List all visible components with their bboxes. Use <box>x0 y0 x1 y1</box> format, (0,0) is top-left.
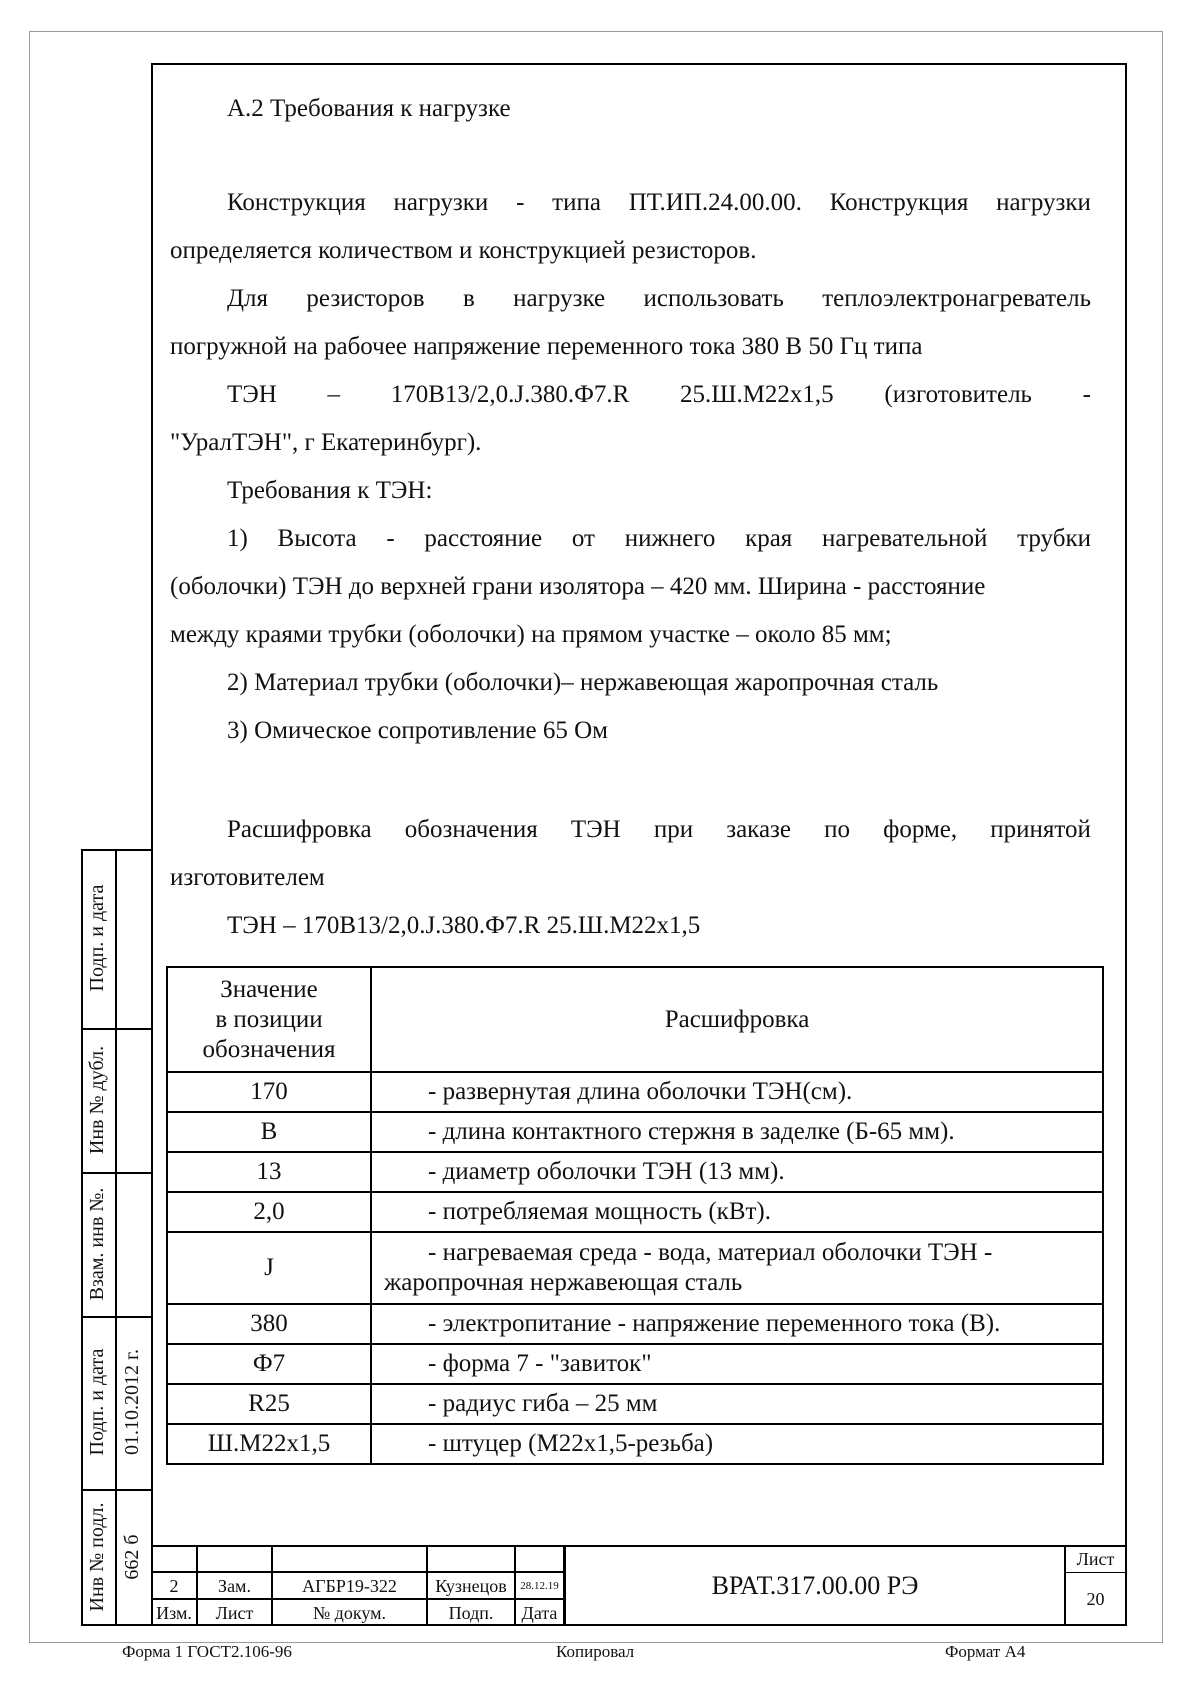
header-value-position <box>167 967 371 1072</box>
word: нагрузке <box>513 285 606 312</box>
value-cell: 13 <box>167 1152 371 1192</box>
tb-r1-c4 <box>427 1545 515 1572</box>
word: края <box>745 525 793 552</box>
word: расстояние <box>424 525 543 552</box>
sheet-number: 20 <box>1086 1589 1105 1609</box>
side-label-inv-podl: Инв № подл. <box>86 1502 108 1612</box>
word: 170В13/2,0.J.380.Ф7.R <box>390 381 630 408</box>
paragraph-2-line-1 <box>227 275 1091 323</box>
word: трубки <box>1017 525 1091 552</box>
footer-form: Форма 1 ГОСТ2.106-96 <box>122 1642 292 1661</box>
paragraph-1-line-1 <box>227 179 1091 227</box>
value-cell: Ш.М22х1,5 <box>167 1424 371 1464</box>
header-line-1: Значение <box>220 975 318 1003</box>
side-value-date: 01.10.2012 г. <box>121 1349 143 1455</box>
value-cell: 380 <box>167 1304 371 1344</box>
value-cell: В <box>167 1112 371 1152</box>
meaning-cell: - штуцер (М22х1,5-резьба) <box>371 1424 1103 1464</box>
value-cell: 170 <box>167 1072 371 1112</box>
tb-list-value: Зам. <box>197 1572 272 1599</box>
word: нагревательной <box>822 525 988 552</box>
table-row <box>167 1232 1103 1304</box>
footer-copied: Копировал <box>556 1642 635 1661</box>
value-cell: Ф7 <box>167 1344 371 1384</box>
paragraph-1-line-2: определяется количеством и конструкцией резисторов. <box>170 237 757 264</box>
side-label-podp-data-2: Подп. и дата <box>86 1348 108 1456</box>
tb-podp-value: Кузнецов <box>427 1572 515 1599</box>
document-designation: ВРАТ.317.00.00 РЭ <box>564 1545 1064 1626</box>
paragraph-5-line-2: (оболочки) ТЭН до верхней грани изолятора – 420 мм. Ширина - расстояние <box>170 573 986 600</box>
word: заказе <box>726 816 792 843</box>
paragraph-7: 3) Омическое сопротивление 65 Ом <box>227 717 608 744</box>
meaning-cell: - длина контактного стержня в заделке (Б-65 мм). <box>371 1112 1103 1152</box>
sheet-label: Лист <box>1064 1545 1127 1573</box>
table-row <box>167 1304 1103 1344</box>
paragraph-8-line-1 <box>227 806 1091 854</box>
meaning-cell: - электропитание - напряжение переменного тока (В). <box>371 1304 1103 1344</box>
word: 1) <box>227 525 248 552</box>
word: ТЭН <box>570 816 621 843</box>
side-label-podp-data-1: Подп. и дата <box>86 884 108 992</box>
table-row <box>167 1424 1103 1464</box>
word: типа <box>552 189 601 216</box>
paragraph-6: 2) Материал трубки (оболочки)– нержавеющая жаропрочная сталь <box>227 669 939 696</box>
word: Конструкция <box>227 189 366 216</box>
tb-r1-c2 <box>197 1545 272 1572</box>
meaning-cell: - форма 7 - "завиток" <box>371 1344 1103 1384</box>
decode-table <box>166 966 1104 1465</box>
word: принятой <box>990 816 1091 843</box>
table-row <box>167 1192 1103 1232</box>
word: Для <box>227 285 269 312</box>
tb-r1-c5 <box>515 1545 564 1572</box>
word: нагрузки <box>996 189 1091 216</box>
word: ТЭН <box>227 381 277 408</box>
word: Расшифровка <box>227 816 372 843</box>
word: в <box>462 285 475 312</box>
section-heading: А.2 Требования к нагрузке <box>227 95 511 122</box>
table-header-row <box>167 967 1103 1072</box>
tb-doc-label: № докум. <box>272 1599 427 1626</box>
side-value-inv-podl: 662 б <box>121 1534 143 1580</box>
word: нижнего <box>624 525 716 552</box>
meaning-cell: - развернутая длина оболочки ТЭН(см). <box>371 1072 1103 1112</box>
paragraph-3-line-1 <box>227 371 1091 419</box>
value-cell: J <box>167 1232 371 1304</box>
tb-doc-value: АГБР19-322 <box>272 1572 427 1599</box>
word: (изготовитель <box>884 381 1032 408</box>
side-label-inv-dubl: Инв № дубл. <box>86 1045 108 1155</box>
word: 25.Ш.М22х1,5 <box>679 381 834 408</box>
table-row <box>167 1152 1103 1192</box>
table-row <box>167 1072 1103 1112</box>
paragraph-4: Требования к ТЭН: <box>227 477 433 504</box>
side-label-vzam-inv: Взам. инв №. <box>86 1187 108 1301</box>
table-row <box>167 1344 1103 1384</box>
paragraph-3-line-2: "УралТЭН", г Екатеринбург). <box>170 429 482 456</box>
word: форме, <box>883 816 958 843</box>
tb-podp-label: Подп. <box>427 1599 515 1626</box>
word: - <box>516 189 525 216</box>
meaning-cell: - нагреваемая среда - вода, материал оболочки ТЭН - жаропрочная нержавеющая сталь <box>371 1232 1103 1304</box>
paragraph-5-line-1 <box>227 515 1091 563</box>
tb-date-label: Дата <box>515 1599 564 1626</box>
word: ПТ.ИП.24.00.00. <box>628 189 802 216</box>
word: от <box>571 525 595 552</box>
word: Конструкция <box>829 189 969 216</box>
paragraph-8-line-2: изготовителем <box>170 864 325 891</box>
word: - <box>386 525 395 552</box>
word: при <box>653 816 694 843</box>
header-decoding: Расшифровка <box>371 967 1103 1072</box>
word: обозначения <box>404 816 538 843</box>
word: по <box>824 816 851 843</box>
meaning-cell: - диаметр оболочки ТЭН (13 мм). <box>371 1152 1103 1192</box>
tb-izm-label: Изм. <box>151 1599 197 1626</box>
footer-format: Формат А4 <box>945 1642 1026 1661</box>
word: использовать <box>643 285 784 312</box>
header-line-2: в позиции <box>215 1005 323 1033</box>
tb-izm-value: 2 <box>151 1572 197 1599</box>
word: - <box>1082 381 1091 408</box>
tb-list-label: Лист <box>197 1599 272 1626</box>
meaning-cell: - потребляемая мощность (кВт). <box>371 1192 1103 1232</box>
word: Высота <box>277 525 357 552</box>
paragraph-5-line-3: между краями трубки (оболочки) на прямом участке – около 85 мм; <box>170 621 892 648</box>
header-line-3: обозначения <box>202 1035 336 1063</box>
value-cell: 2,0 <box>167 1192 371 1232</box>
tb-r1-c3 <box>272 1545 427 1572</box>
tb-date-value: 28.12.19 <box>515 1572 564 1599</box>
table-row <box>167 1384 1103 1424</box>
designation-code: ТЭН – 170В13/2,0.J.380.Ф7.R 25.Ш.М22х1,5 <box>227 912 701 939</box>
word: теплоэлектронагреватель <box>822 285 1091 312</box>
paragraph-2-line-2: погружной на рабочее напряжение переменного тока 380 В 50 Гц типа <box>170 333 923 360</box>
word: – <box>327 381 341 408</box>
meaning-cell: - радиус гиба – 25 мм <box>371 1384 1103 1424</box>
word: нагрузки <box>393 189 489 216</box>
value-cell: R25 <box>167 1384 371 1424</box>
tb-r1-c1 <box>151 1545 197 1572</box>
table-row <box>167 1112 1103 1152</box>
word: резисторов <box>306 285 425 312</box>
side-column-split <box>115 849 117 1626</box>
